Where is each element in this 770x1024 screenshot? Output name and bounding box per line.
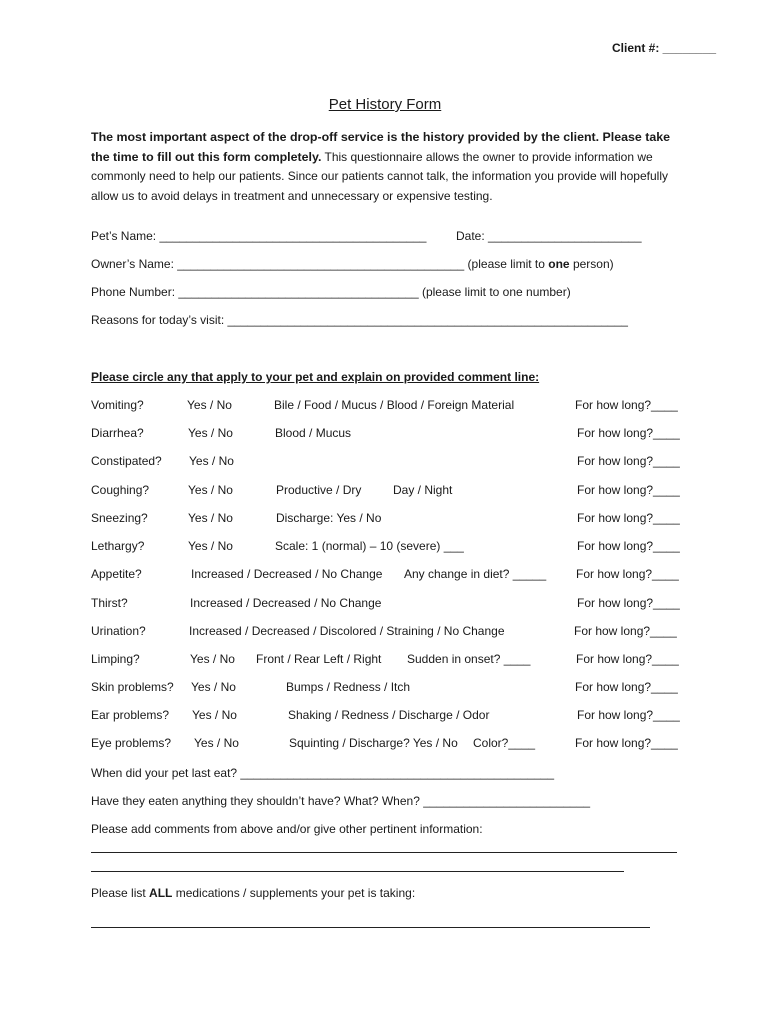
form-title: Pet History Form [328, 96, 442, 113]
symptom-duration-field[interactable]: For how long?____ [576, 567, 679, 581]
symptom-name: Diarrhea? [91, 426, 144, 440]
medications-label-emphasis: ALL [149, 886, 173, 900]
symptom-duration-field[interactable]: For how long?____ [577, 708, 680, 722]
symptom-name: Urination? [91, 624, 146, 638]
symptom-answer-options[interactable]: Yes / No [194, 736, 239, 750]
symptom-detail-options[interactable]: Productive / Dry [276, 483, 362, 497]
symptom-detail-options[interactable]: Discharge: Yes / No [276, 511, 382, 525]
symptom-extra-field[interactable]: Any change in diet? _____ [404, 567, 547, 581]
owner-name-emphasis: one [548, 257, 570, 271]
symptom-duration-field[interactable]: For how long?____ [577, 483, 680, 497]
symptom-detail-options[interactable]: Blood / Mucus [275, 426, 352, 440]
symptom-detail-options[interactable]: Front / Rear Left / Right [256, 652, 382, 666]
symptom-name: Sneezing? [91, 511, 148, 525]
owner-name-suffix: person) [569, 257, 614, 271]
symptom-name: Constipated? [91, 454, 162, 468]
symptom-name: Coughing? [91, 483, 150, 497]
symptom-detail-options[interactable]: Shaking / Redness / Discharge / Odor [288, 708, 490, 722]
client-number-field[interactable]: Client #: ________ [612, 41, 717, 55]
symptom-duration-field[interactable]: For how long?____ [575, 398, 678, 412]
comments-line-2[interactable] [91, 871, 624, 872]
medications-label-start: Please list [91, 886, 150, 900]
symptom-detail-options[interactable]: Scale: 1 (normal) – 10 (severe) ___ [275, 539, 464, 553]
symptoms-header: Please circle any that apply to your pet and explain on provided comment line: [91, 370, 540, 384]
symptom-answer-options[interactable]: Yes / No [188, 511, 233, 525]
symptom-detail-options[interactable]: Bile / Food / Mucus / Blood / Foreign Material [274, 398, 515, 412]
eaten-field[interactable]: Have they eaten anything they shouldn’t have? What? When? _________________________ [91, 794, 591, 808]
symptom-extra-field[interactable]: Color?____ [473, 736, 536, 750]
symptom-duration-field[interactable]: For how long?____ [574, 624, 677, 638]
symptom-answer-options[interactable]: Yes / No [187, 398, 232, 412]
owner-name-text: Owner’s Name: ___________________________________________ (please limit to [91, 257, 549, 271]
intro-normal-text: This questionnaire allows the owner to provide information we commonly need to help our patients. Since our patients cannot talk, the information you provide will hopefully allow us to avoid delays in treatment and unnecessary or expensive testing. [91, 149, 668, 203]
intro-paragraph [91, 128, 691, 206]
symptom-detail-options[interactable]: Squinting / Discharge? Yes / No [289, 736, 458, 750]
medications-label [91, 885, 415, 901]
owner-name-field[interactable] [91, 256, 614, 272]
symptom-name: Thirst? [91, 596, 128, 610]
symptom-duration-field[interactable]: For how long?____ [575, 736, 678, 750]
symptom-duration-field[interactable]: For how long?____ [577, 426, 680, 440]
symptom-answer-options[interactable]: Yes / No [190, 652, 235, 666]
symptom-detail-options[interactable]: Bumps / Redness / Itch [286, 680, 411, 694]
last-eat-field[interactable]: When did your pet last eat? _______________________________________________ [91, 766, 555, 780]
symptom-answer-options[interactable]: Yes / No [191, 680, 236, 694]
medications-line[interactable] [91, 927, 650, 928]
pet-name-field[interactable]: Pet’s Name: ________________________________________ [91, 229, 427, 243]
symptom-duration-field[interactable]: For how long?____ [577, 539, 680, 553]
symptom-answer-options[interactable]: Increased / Decreased / Discolored / Straining / No Change [189, 624, 505, 638]
symptom-duration-field[interactable]: For how long?____ [575, 680, 678, 694]
symptom-duration-field[interactable]: For how long?____ [577, 511, 680, 525]
symptom-answer-options[interactable]: Increased / Decreased / No Change [190, 596, 382, 610]
symptom-name: Lethargy? [91, 539, 145, 553]
date-field[interactable]: Date: _______________________ [456, 229, 642, 243]
symptom-answer-options[interactable]: Yes / No [189, 454, 234, 468]
comments-label: Please add comments from above and/or give other pertinent information: [91, 822, 483, 836]
symptom-answer-options[interactable]: Increased / Decreased / No Change [191, 567, 383, 581]
symptom-extra-field[interactable]: Sudden in onset? ____ [407, 652, 531, 666]
symptom-name: Vomiting? [91, 398, 144, 412]
symptom-answer-options[interactable]: Yes / No [188, 539, 233, 553]
symptom-duration-field[interactable]: For how long?____ [576, 652, 679, 666]
symptom-name: Eye problems? [91, 736, 172, 750]
symptom-duration-field[interactable]: For how long?____ [577, 454, 680, 468]
symptom-name: Limping? [91, 652, 140, 666]
symptom-name: Appetite? [91, 567, 142, 581]
symptom-name: Skin problems? [91, 680, 174, 694]
symptom-answer-options[interactable]: Yes / No [188, 426, 233, 440]
phone-field[interactable]: Phone Number: ____________________________________ (please limit to one number) [91, 285, 571, 299]
symptom-answer-options[interactable]: Yes / No [188, 483, 233, 497]
symptom-extra-field[interactable]: Day / Night [393, 483, 453, 497]
symptom-answer-options[interactable]: Yes / No [192, 708, 237, 722]
intro-bold-text: The most important aspect of the drop-off service is the history provided by the client. Please take the time to fill out this form completely. [91, 130, 671, 164]
medications-label-end: medications / supplements your pet is taking: [172, 886, 416, 900]
comments-line-1[interactable] [91, 852, 677, 853]
reasons-field[interactable]: Reasons for today’s visit: ____________________________________________________________ [91, 313, 628, 327]
symptom-name: Ear problems? [91, 708, 170, 722]
symptom-duration-field[interactable]: For how long?____ [577, 596, 680, 610]
